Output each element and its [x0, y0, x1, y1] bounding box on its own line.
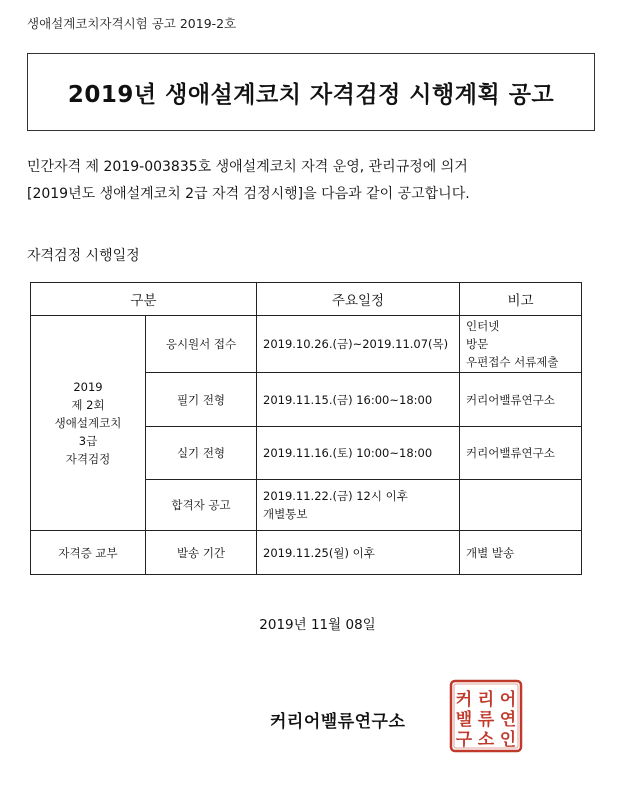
announcement-date: 2019년 11월 08일: [259, 617, 376, 633]
intro-line-2: [2019년도 생애설계코치 2급 자격 검정시행]을 다음과 같이 공고합니다.: [27, 186, 470, 202]
seal-char: 인: [499, 730, 517, 750]
intro-paragraph: [27, 154, 612, 208]
organization-name: 커리어밸류연구소: [270, 712, 406, 732]
official-seal-icon: [449, 679, 523, 753]
group-line: 2019: [73, 380, 103, 394]
note-cell: 개별 발송: [460, 531, 582, 575]
note-cell: 커리어밸류연구소: [460, 373, 582, 427]
table-header-row: [31, 283, 582, 316]
date-cell: 2019.11.15.(금) 16:00~18:00: [257, 373, 460, 427]
header-note: 비고: [460, 283, 582, 316]
table-row: [31, 531, 582, 575]
header-category: 구분: [31, 283, 257, 316]
item-cell: 실기 전형: [146, 427, 257, 480]
table-row: [31, 316, 582, 373]
page-title: 2019년 생애설계코치 자격검정 시행계획 공고: [67, 81, 555, 108]
date-line: 2019.11.22.(금) 12시 이후: [263, 489, 408, 503]
section-heading: 자격검정 시행일정: [27, 248, 140, 264]
seal-char: 커: [455, 690, 473, 710]
group-line: 제 2회: [71, 398, 105, 412]
schedule-table: [30, 282, 582, 575]
seal-char: 리: [477, 690, 495, 710]
document-number: 생애설계코치자격시험 공고 2019-2호: [27, 16, 237, 31]
certificate-group-cell: 자격증 교부: [31, 531, 146, 575]
seal-char: 밸: [455, 710, 473, 730]
note-line: 우편접수 서류제출: [466, 355, 559, 369]
seal-char: 소: [477, 730, 495, 750]
group-line: 생애설계코치: [54, 416, 122, 430]
item-cell: 응시원서 접수: [146, 316, 257, 373]
group-line: 자격검정: [65, 452, 111, 466]
item-cell: 필기 전형: [146, 373, 257, 427]
note-line: 인터넷: [466, 319, 500, 333]
date-cell: 2019.10.26.(금)~2019.11.07(목): [257, 316, 460, 373]
note-line: 방문: [466, 337, 489, 351]
note-cell: [460, 316, 582, 373]
note-cell: [460, 480, 582, 531]
item-cell: 발송 기간: [146, 531, 257, 575]
seal-char: 류: [477, 710, 495, 730]
date-line: 개별통보: [263, 507, 308, 521]
intro-line-1: 민간자격 제 2019-003835호 생애설계코치 자격 운영, 관리규정에 의거: [27, 159, 468, 175]
exam-group-cell: [31, 316, 146, 531]
seal-char: 구: [455, 730, 473, 750]
seal-char: 어: [499, 690, 517, 710]
header-schedule: 주요일정: [257, 283, 460, 316]
item-cell: 합격자 공고: [146, 480, 257, 531]
date-cell: 2019.11.16.(토) 10:00~18:00: [257, 427, 460, 480]
date-cell: 2019.11.25(월) 이후: [257, 531, 460, 575]
title-box: [27, 53, 595, 131]
date-cell: [257, 480, 460, 531]
note-cell: 커리어밸류연구소: [460, 427, 582, 480]
group-line: 3급: [78, 434, 98, 448]
seal-char: 연: [499, 710, 517, 730]
